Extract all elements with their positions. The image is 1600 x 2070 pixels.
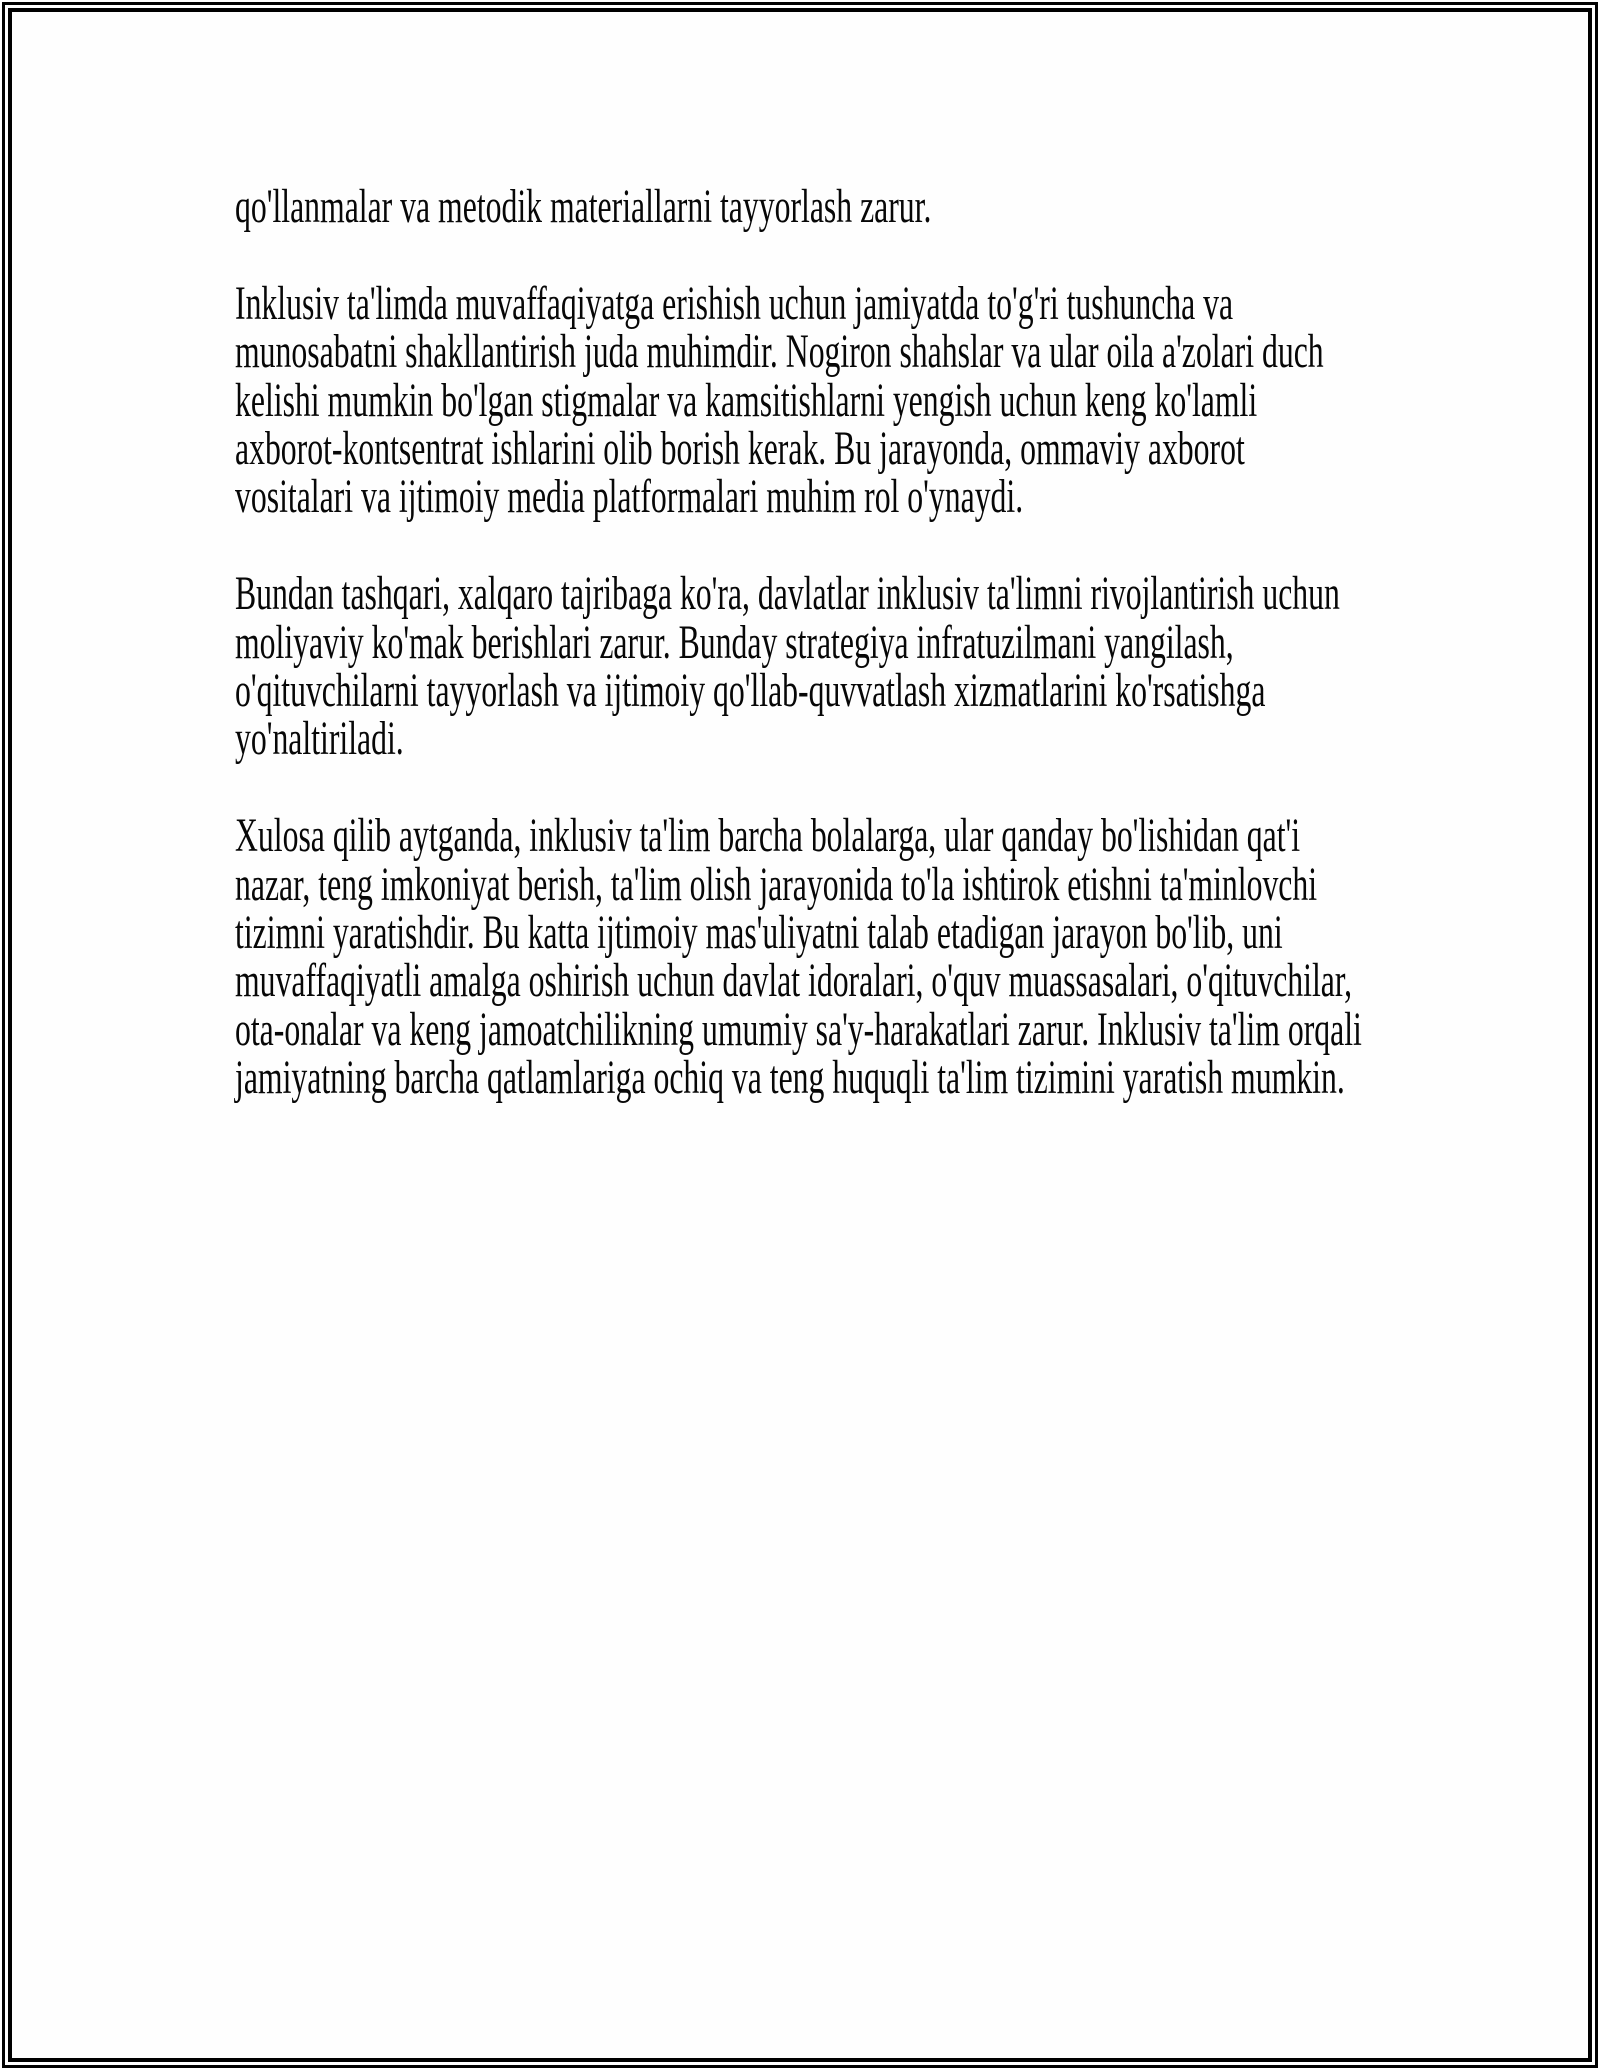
paragraph: qo'llanmalar va metodik materiallarni tayyorlash zarur. (235, 180, 932, 233)
paragraph: Bundan tashqari, xalqaro tajribaga ko'ra, davlatlar inklusiv ta'limni rivojlantirish uchun moliyaviy ko'mak berishlari zarur. Bunday strategiya infratuzilmani yangilash, o'qituvchilarni tayyorlash va ijtimoiy qo'llab-quvvatlash xizmatlarini ko'rsatishga yo'naltiriladi. (235, 567, 1340, 766)
document-text-block (235, 180, 1365, 1151)
paragraph: Inklusiv ta'limda muvaffaqiyatga erishish uchun jamiyatda to'g'ri tushuncha va munosabatni shakllantirish juda muhimdir. Nogiron shahslar va ular oila a'zolari duch kelishi mumkin bo'lgan stigmalar va kamsitishlarni yengish uchun keng ko'lamli axborot-kontsentrat ishlarini olib borish kerak. Bu jarayonda, ommaviy axborot vositalari va ijtimoiy media platformalari muhim rol o'ynaydi. (235, 276, 1324, 524)
paragraph: Xulosa qilib aytganda, inklusiv ta'lim barcha bolalarga, ular qanday bo'lishidan qat'i nazar, teng imkoniyat berish, ta'lim olish jarayonida to'la ishtirok etishni ta'minlovchi tizimni yaratishdir. Bu katta ijtimoiy mas'uliyatni talab etadigan jarayon bo'lib, uni muvaffaqiyatli amalga oshirish uchun davlat idoralari, o'quv muassasalari, o'qituvchilar, ota-onalar va keng jamoatchilikning umumiy sa'y-harakatlari zarur. Inklusiv ta'lim orqali jamiyatning barcha qatlamlariga ochiq va teng huquqli ta'lim tizimini yaratish mumkin. (235, 809, 1362, 1105)
